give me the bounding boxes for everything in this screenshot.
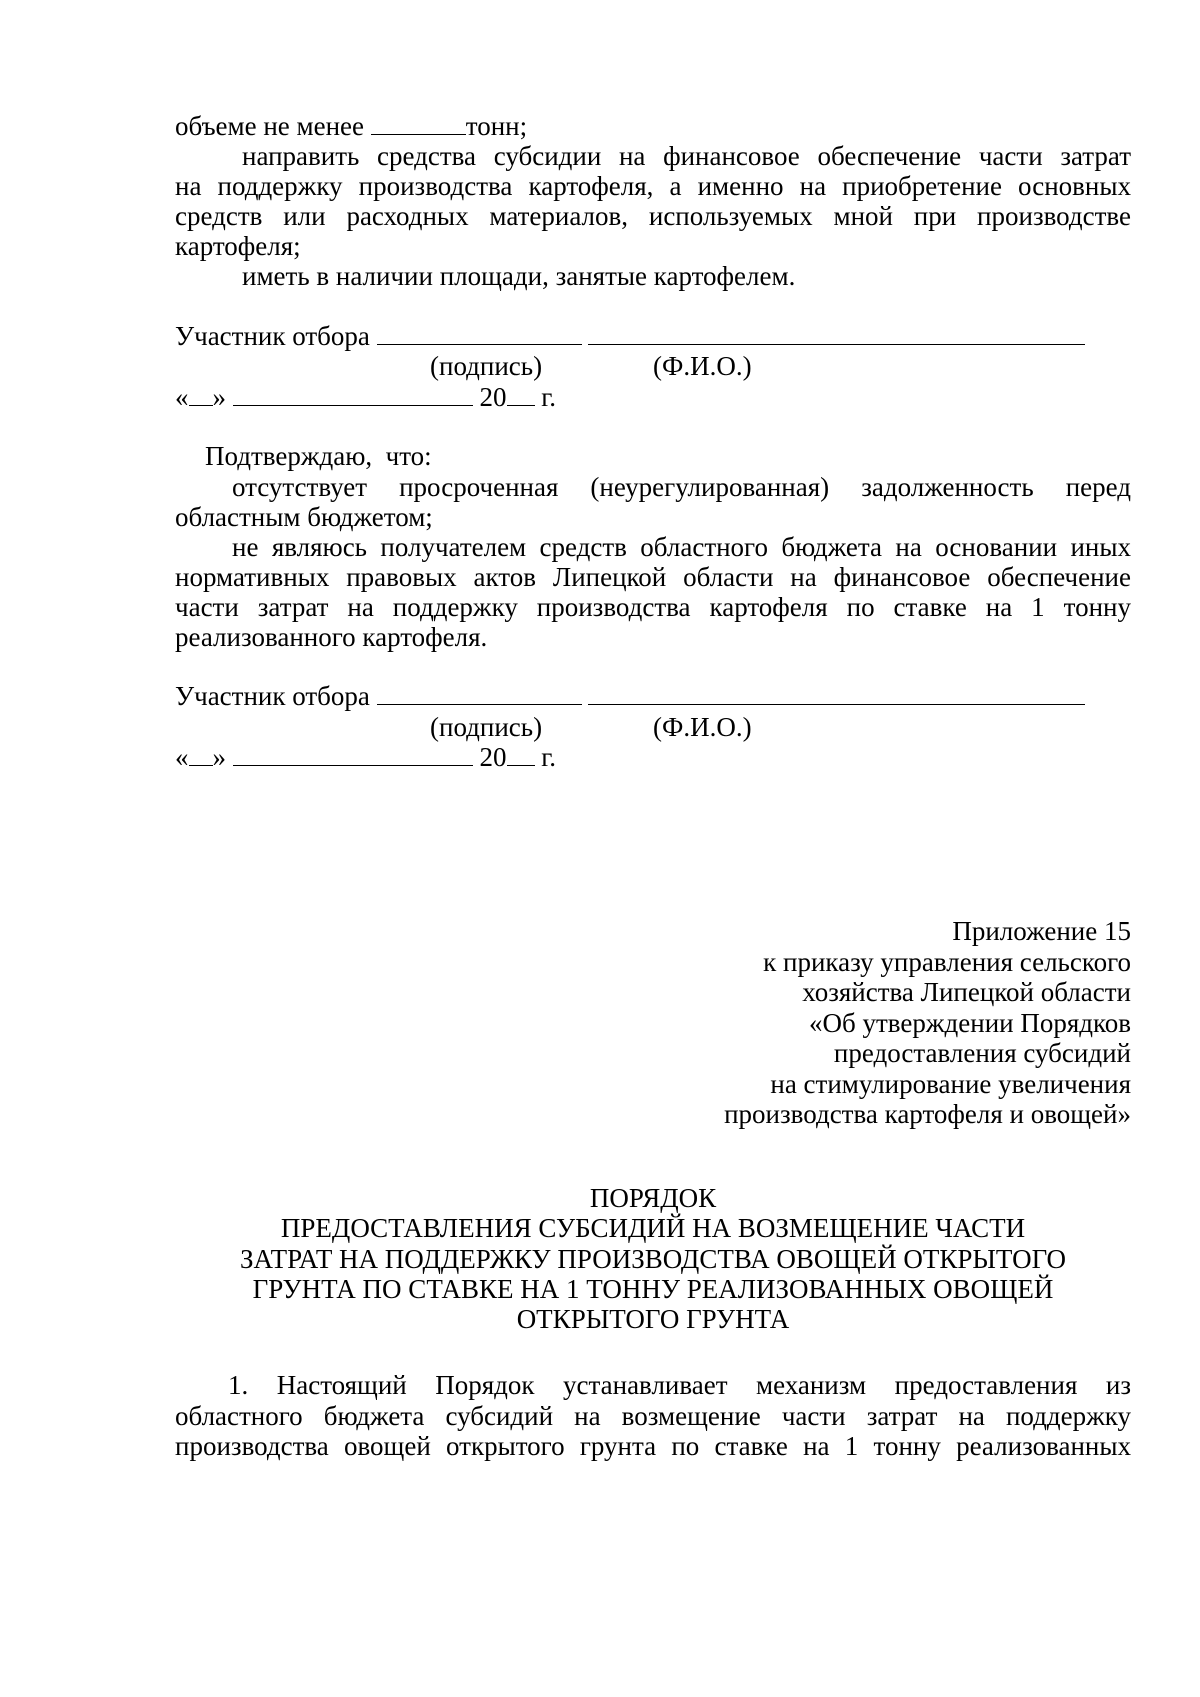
appendix-line-2: к приказу управления сельского [763, 947, 1131, 977]
name-caption: (Ф.И.О.) [653, 351, 752, 381]
date-close-quote: » [212, 382, 226, 412]
participant-label: Участник отбора [175, 681, 370, 711]
confirm-line-1: отсутствует просроченная (неурегулированная) задолженность перед [232, 472, 1131, 502]
name-blank [588, 322, 1085, 345]
signature-row-1 [175, 320, 1085, 353]
year-prefix: 20 [479, 742, 507, 772]
confirm-heading: Подтверждаю, что: [205, 441, 432, 471]
date-open-quote: « [175, 382, 189, 412]
appendix-line-4: «Об утверждении Порядков [809, 1008, 1131, 1038]
year-prefix: 20 [479, 382, 507, 412]
intro-line-3: средств или расходных материалов, используемых мной при производстве [175, 201, 1131, 231]
appendix-line-3: хозяйства Липецкой области [802, 977, 1131, 1007]
volume-prefix: объеме не менее [175, 111, 364, 141]
appendix-line-7: производства картофеля и овощей» [724, 1099, 1131, 1129]
volume-line [175, 110, 1131, 143]
signature-blank [377, 322, 582, 345]
name-caption: (Ф.И.О.) [653, 712, 752, 742]
name-blank [588, 682, 1085, 705]
intro-line-2: на поддержку производства картофеля, а именно на приобретение основных [175, 171, 1131, 201]
signature-blank [377, 682, 582, 705]
year-suffix: г. [541, 382, 557, 412]
day-blank [189, 383, 213, 406]
title-line-4: ГРУНТА ПО СТАВКЕ НА 1 ТОННУ РЕАЛИЗОВАННЫХ ОВОЩЕЙ [252, 1274, 1054, 1304]
section1-line-3: производства овощей открытого грунта по ставке на 1 тонну реализованных [175, 1431, 1131, 1461]
title-line-2: ПРЕДОСТАВЛЕНИЯ СУБСИДИЙ НА ВОЗМЕЩЕНИЕ ЧАСТИ [280, 1213, 1026, 1243]
month-blank [233, 743, 473, 766]
volume-suffix: тонн; [465, 111, 528, 141]
year-suffix: г. [541, 742, 557, 772]
title-line-1: ПОРЯДОК [589, 1183, 717, 1213]
signature-caption: (подпись) [430, 712, 543, 742]
confirm-line-6: реализованного картофеля. [175, 622, 488, 652]
intro-line-4: картофеля; [175, 231, 301, 261]
confirm-line-4: нормативных правовых актов Липецкой области на финансовое обеспечение [175, 562, 1131, 592]
title-line-3: ЗАТРАТ НА ПОДДЕРЖКУ ПРОИЗВОДСТВА ОВОЩЕЙ ОТКРЫТОГО [239, 1244, 1067, 1274]
appendix-line-6: на стимулирование увеличения [770, 1069, 1131, 1099]
section1-line-1: 1. Настоящий Порядок устанавливает механизм предоставления из [228, 1370, 1131, 1400]
month-blank [233, 383, 473, 406]
intro-line-1: направить средства субсидии на финансовое обеспечение части затрат [242, 141, 1131, 171]
signature-row-2 [175, 680, 1085, 713]
volume-blank [371, 112, 466, 135]
date-row-2 [175, 741, 556, 774]
year-blank [507, 383, 535, 406]
signature-caption: (подпись) [430, 351, 543, 381]
participant-label: Участник отбора [175, 321, 370, 351]
year-blank [507, 743, 535, 766]
date-close-quote: » [212, 742, 226, 772]
appendix-line-5: предоставления субсидий [833, 1038, 1131, 1068]
confirm-line-3: не являюсь получателем средств областного бюджета на основании иных [232, 532, 1131, 562]
date-row-1 [175, 381, 556, 414]
day-blank [189, 743, 213, 766]
date-open-quote: « [175, 742, 189, 772]
confirm-line-5: части затрат на поддержку производства картофеля по ставке на 1 тонну [175, 592, 1131, 622]
title-line-5: ОТКРЫТОГО ГРУНТА [516, 1304, 790, 1334]
have-areas-line: иметь в наличии площади, занятые картофелем. [242, 261, 796, 291]
section1-line-2: областного бюджета субсидий на возмещение части затрат на поддержку [175, 1401, 1131, 1431]
confirm-line-2: областным бюджетом; [175, 502, 433, 532]
appendix-line-1: Приложение 15 [952, 916, 1131, 946]
